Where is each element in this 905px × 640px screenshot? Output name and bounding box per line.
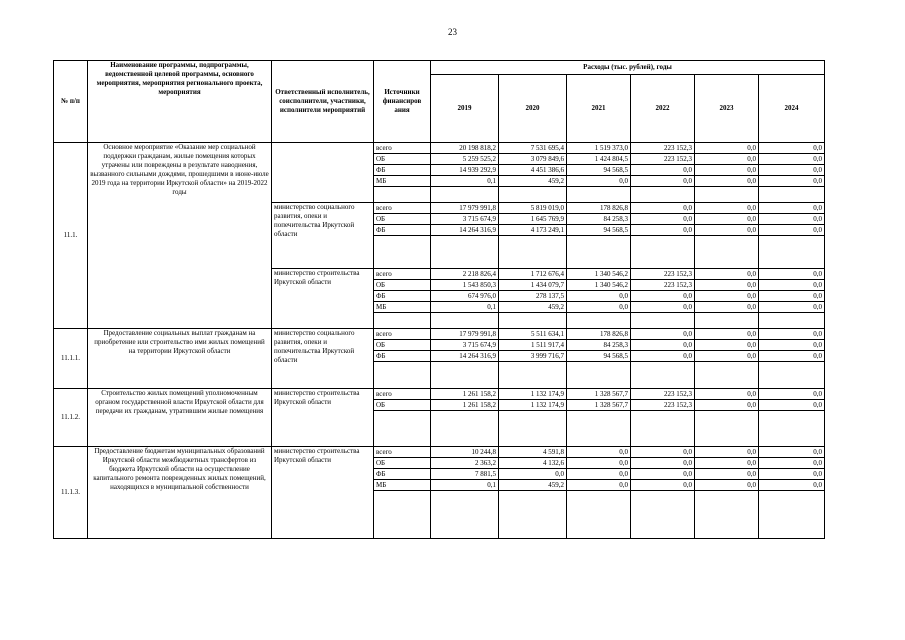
expense-value: 94 568,5 xyxy=(567,351,630,362)
expense-value: 459,2 xyxy=(499,302,566,313)
expense-value: 0,0 xyxy=(567,469,630,480)
header-year: 2019 xyxy=(431,75,499,143)
expense-value: 17 979 991,8 xyxy=(431,329,498,340)
expense-value: 0,0 xyxy=(567,480,630,491)
funding-source: ФБ xyxy=(374,351,430,362)
expense-value: 0,0 xyxy=(695,269,758,280)
header-year: 2024 xyxy=(759,75,825,143)
expense-value: 0,0 xyxy=(759,469,824,480)
funding-source: ОБ xyxy=(374,458,430,469)
expense-value: 0,0 xyxy=(695,302,758,313)
funding-source: ФБ xyxy=(374,165,430,176)
expense-value: 17 979 991,8 xyxy=(431,203,498,214)
expense-value: 1 424 804,5 xyxy=(567,154,630,165)
expense-value: 0,0 xyxy=(695,469,758,480)
expense-value: 0,0 xyxy=(759,291,824,302)
expense-value: 0,0 xyxy=(631,480,694,491)
expense-value: 3 715 674,9 xyxy=(431,340,498,351)
expense-value: 1 132 174,9 xyxy=(499,389,566,400)
executor xyxy=(272,143,374,203)
activity-name: Предоставление бюджетам муниципальных образований Иркутской области межбюджетных трансфертов из бюджета Иркутской области на осуществление капитального ремонта поврежденных жилых помещений, находящихся в муниципальной собственности xyxy=(88,447,272,539)
expense-value: 3 999 716,7 xyxy=(499,351,566,362)
expense-value: 0,0 xyxy=(759,480,824,491)
expense-value: 0,0 xyxy=(695,447,758,458)
header-name: Наименование программы, подпрограммы, ведомственной целевой программы, основного мероприятия, мероприятия регионального проекта, мероприятия xyxy=(88,61,272,143)
expense-value: 0,0 xyxy=(631,447,694,458)
expense-value: 0,0 xyxy=(567,458,630,469)
funding-source: МБ xyxy=(374,480,430,491)
expense-value: 0,0 xyxy=(631,458,694,469)
expense-value: 278 137,5 xyxy=(499,291,566,302)
expense-value: 4 132,6 xyxy=(499,458,566,469)
funding-source: ОБ xyxy=(374,400,430,411)
executor: министерство строительства Иркутской области xyxy=(272,389,374,447)
expense-value: 0,0 xyxy=(695,214,758,225)
header-year: 2021 xyxy=(567,75,631,143)
expense-value: 0,0 xyxy=(695,291,758,302)
expense-value: 0,0 xyxy=(695,480,758,491)
expense-value: 1 511 917,4 xyxy=(499,340,566,351)
expense-value: 14 264 316,9 xyxy=(431,351,498,362)
expense-value: 1 132 174,9 xyxy=(499,400,566,411)
executor: министерство строительства Иркутской области xyxy=(272,269,374,329)
expense-value: 0,0 xyxy=(695,143,758,154)
expense-value: 0,0 xyxy=(759,154,824,165)
table-row xyxy=(54,447,825,539)
expense-value: 1 328 567,7 xyxy=(567,389,630,400)
expense-value: 0,0 xyxy=(759,351,824,362)
expense-value: 7 881,5 xyxy=(431,469,498,480)
expense-value: 3 715 674,9 xyxy=(431,214,498,225)
table-row xyxy=(54,329,825,389)
funding-source: ФБ xyxy=(374,469,430,480)
expense-value: 5 819 019,0 xyxy=(499,203,566,214)
expense-value: 1 712 676,4 xyxy=(499,269,566,280)
expense-value: 1 261 158,2 xyxy=(431,389,498,400)
row-number: 11.1.3. xyxy=(54,447,88,539)
expense-value: 0,0 xyxy=(695,351,758,362)
funding-source: всего xyxy=(374,203,430,214)
table-row xyxy=(54,143,825,203)
header-year: 2022 xyxy=(631,75,695,143)
expense-value: 1 328 567,7 xyxy=(567,400,630,411)
expense-value: 0,0 xyxy=(695,154,758,165)
expense-value: 0,0 xyxy=(695,329,758,340)
expense-value: 3 079 849,6 xyxy=(499,154,566,165)
expense-value: 20 198 818,2 xyxy=(431,143,498,154)
funding-source: всего xyxy=(374,447,430,458)
expense-value: 0,0 xyxy=(631,225,694,236)
expense-value: 1 519 373,0 xyxy=(567,143,630,154)
expense-value: 459,2 xyxy=(499,176,566,187)
expense-value: 0,0 xyxy=(759,165,824,176)
funding-source: ОБ xyxy=(374,340,430,351)
expense-value: 0,0 xyxy=(631,351,694,362)
header-executor: Ответственный исполнитель, соисполнители, участники, исполнители мероприятий xyxy=(272,61,374,143)
funding-source: всего xyxy=(374,329,430,340)
funding-source: всего xyxy=(374,389,430,400)
expense-value: 0,0 xyxy=(759,400,824,411)
expense-value: 0,0 xyxy=(695,389,758,400)
header-expenses: Расходы (тыс. рублей), годы xyxy=(431,61,825,75)
expense-value: 223 152,3 xyxy=(631,269,694,280)
row-number: 11.1. xyxy=(54,143,88,329)
expense-value: 0,0 xyxy=(759,389,824,400)
expense-value: 14 264 316,9 xyxy=(431,225,498,236)
expense-value: 223 152,3 xyxy=(631,154,694,165)
executor: министерство строительства Иркутской области xyxy=(272,447,374,539)
header-year: 2020 xyxy=(499,75,567,143)
row-number: 11.1.2. xyxy=(54,389,88,447)
executor: министерство социального развития, опеки и попечительства Иркутской области xyxy=(272,329,374,389)
expense-value: 178 826,8 xyxy=(567,329,630,340)
expense-value: 0,0 xyxy=(695,400,758,411)
header-year: 2023 xyxy=(695,75,759,143)
expense-value: 0,0 xyxy=(759,302,824,313)
expense-value: 84 258,3 xyxy=(567,214,630,225)
expense-value: 0,0 xyxy=(759,176,824,187)
expense-value: 0,0 xyxy=(631,340,694,351)
funding-source: всего xyxy=(374,143,430,154)
expense-value: 0,0 xyxy=(759,340,824,351)
expense-value: 0,0 xyxy=(631,176,694,187)
expense-value: 0,0 xyxy=(631,165,694,176)
expense-value: 0,0 xyxy=(631,302,694,313)
expense-value: 1 340 546,2 xyxy=(567,269,630,280)
expense-value: 178 826,8 xyxy=(567,203,630,214)
expense-value: 5 259 525,2 xyxy=(431,154,498,165)
funding-source: всего xyxy=(374,269,430,280)
expense-value: 0,0 xyxy=(499,469,566,480)
expense-value: 674 976,0 xyxy=(431,291,498,302)
activity-name: Строительство жилых помещений уполномоченным органом государственной власти Иркутской области для передачи их гражданам, утратившим жилые помещения xyxy=(88,389,272,447)
expense-value: 10 244,8 xyxy=(431,447,498,458)
page-number: 23 xyxy=(448,27,457,37)
expense-value: 7 531 695,4 xyxy=(499,143,566,154)
expense-value: 0,0 xyxy=(695,280,758,291)
expense-value: 4 173 249,1 xyxy=(499,225,566,236)
expense-value: 1 645 769,9 xyxy=(499,214,566,225)
expense-value: 94 568,5 xyxy=(567,225,630,236)
financing-table xyxy=(53,60,825,539)
expense-value: 0,0 xyxy=(695,225,758,236)
funding-source: МБ xyxy=(374,302,430,313)
expense-value: 0,0 xyxy=(695,165,758,176)
header-source: Источники финансиров ания xyxy=(374,61,431,143)
expense-value: 0,0 xyxy=(695,340,758,351)
expense-value: 0,0 xyxy=(759,269,824,280)
expense-value: 0,0 xyxy=(567,447,630,458)
expense-value: 0,0 xyxy=(759,203,824,214)
expense-value: 0,0 xyxy=(759,214,824,225)
expense-value: 223 152,3 xyxy=(631,143,694,154)
expense-value: 0,0 xyxy=(631,291,694,302)
expense-value: 0,0 xyxy=(631,329,694,340)
expense-value: 1 340 546,2 xyxy=(567,280,630,291)
funding-source: ОБ xyxy=(374,214,430,225)
expense-value: 0,0 xyxy=(631,203,694,214)
row-number: 11.1.1. xyxy=(54,329,88,389)
header-no: № п/п xyxy=(54,61,88,143)
expense-value: 1 434 079,7 xyxy=(499,280,566,291)
activity-name: Предоставление социальных выплат гражданам на приобретение или строительство ими жилых помещений на территории Иркутской области xyxy=(88,329,272,389)
expense-value: 0,0 xyxy=(631,469,694,480)
expense-value: 0,1 xyxy=(431,480,498,491)
expense-value: 94 568,5 xyxy=(567,165,630,176)
expense-value: 0,0 xyxy=(759,458,824,469)
expense-value: 0,0 xyxy=(759,225,824,236)
expense-value: 2 218 826,4 xyxy=(431,269,498,280)
expense-value: 5 511 634,1 xyxy=(499,329,566,340)
expense-value: 1 543 850,3 xyxy=(431,280,498,291)
expense-value: 0,0 xyxy=(631,214,694,225)
funding-source: ОБ xyxy=(374,280,430,291)
expense-value: 0,0 xyxy=(567,291,630,302)
expense-value: 2 363,2 xyxy=(431,458,498,469)
expense-value: 0,0 xyxy=(759,447,824,458)
expense-value: 84 258,3 xyxy=(567,340,630,351)
expense-value: 4 591,8 xyxy=(499,447,566,458)
expense-value: 223 152,3 xyxy=(631,280,694,291)
funding-source: ФБ xyxy=(374,225,430,236)
expense-value: 0,1 xyxy=(431,302,498,313)
expense-value: 4 451 386,6 xyxy=(499,165,566,176)
expense-value: 0,0 xyxy=(567,302,630,313)
expense-value: 1 261 158,2 xyxy=(431,400,498,411)
expense-value: 0,0 xyxy=(759,329,824,340)
funding-source: ФБ xyxy=(374,291,430,302)
expense-value: 0,0 xyxy=(695,458,758,469)
funding-source: ОБ xyxy=(374,154,430,165)
table-row xyxy=(54,389,825,447)
expense-value: 0,1 xyxy=(431,176,498,187)
funding-source: МБ xyxy=(374,176,430,187)
expense-value: 0,0 xyxy=(695,176,758,187)
expense-value: 0,0 xyxy=(695,203,758,214)
expense-value: 459,2 xyxy=(499,480,566,491)
expense-value: 0,0 xyxy=(759,280,824,291)
expense-value: 14 939 292,9 xyxy=(431,165,498,176)
activity-name: Основное мероприятие «Оказание мер социальной поддержки гражданам, жилые помещения которых утрачены или повреждены в результате наводнения, вызванного сильными дождями, прошедшими в июне-июле 2019 года на территории Иркутской области» на 2019-2022 годы xyxy=(88,143,272,329)
expense-value: 0,0 xyxy=(759,143,824,154)
expense-value: 223 152,3 xyxy=(631,400,694,411)
executor: министерство социального развития, опеки и попечительства Иркутской области xyxy=(272,203,374,269)
expense-value: 0,0 xyxy=(567,176,630,187)
expense-value: 223 152,3 xyxy=(631,389,694,400)
